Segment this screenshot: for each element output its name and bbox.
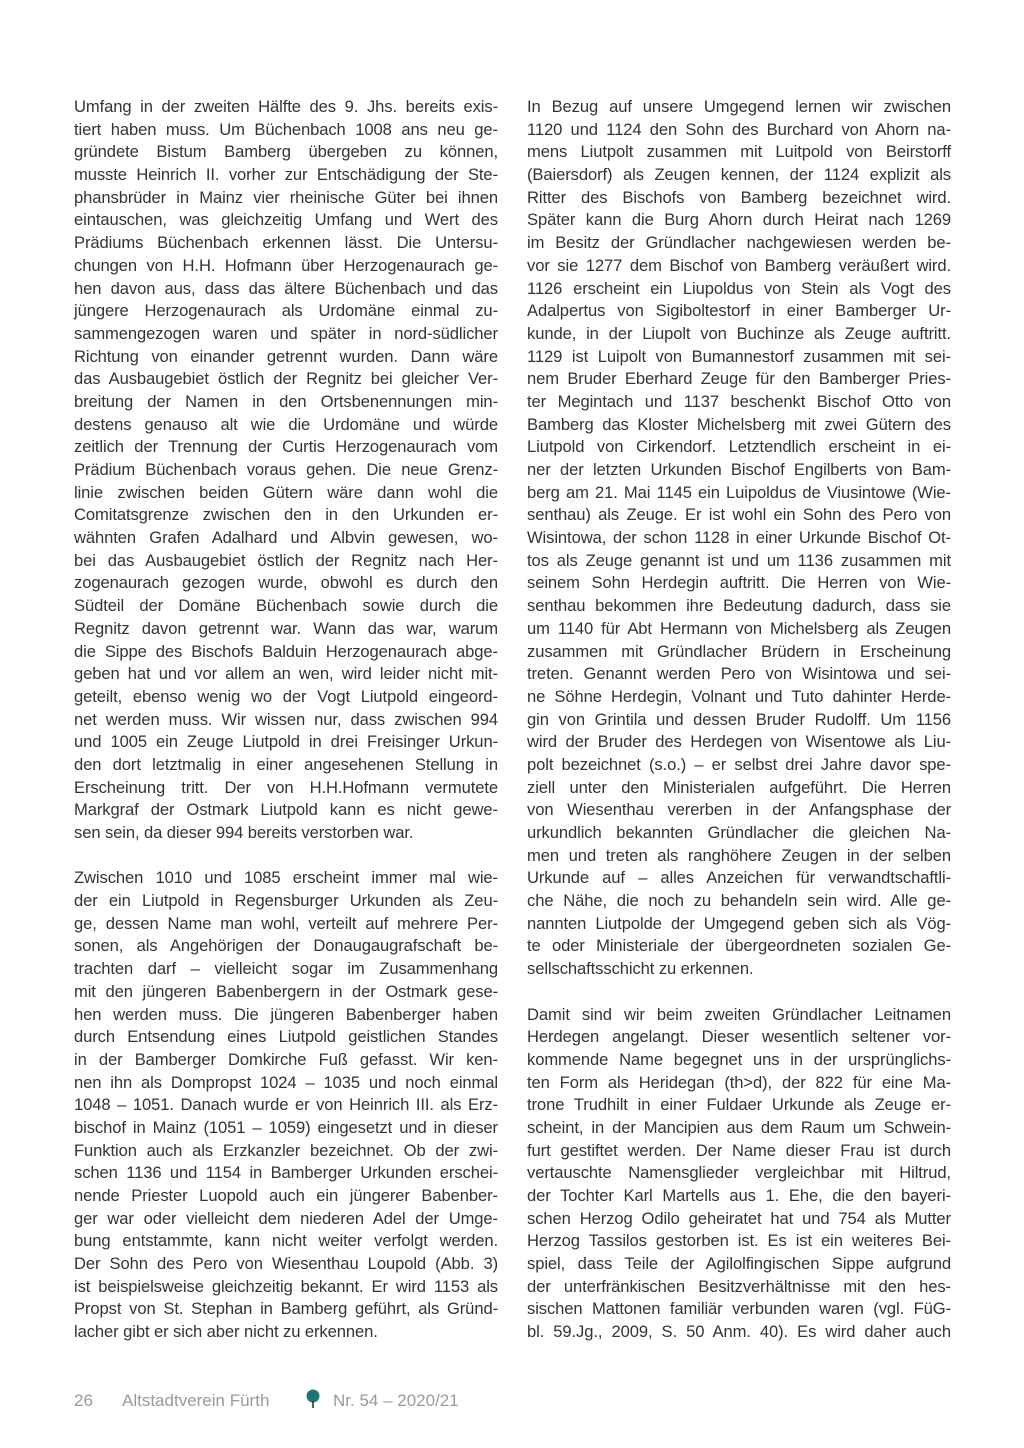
text-line: In Bezug auf unsere Umgegend lernen wir zwischen bbox=[527, 97, 951, 116]
text-line: vor sie 1277 dem Bischof von Bamberg veräußert wird. bbox=[527, 255, 951, 275]
text-line: Zwischen 1010 und 1085 erscheint immer mal wie- bbox=[74, 868, 498, 888]
text-line: lacher gibt er sich aber nicht zu erkennen. bbox=[74, 1322, 378, 1342]
text-line: nem Bruder Eberhard Zeuge für den Bamberger Pries- bbox=[527, 369, 951, 389]
text-line: Ritter des Bischofs von Bamberg bezeichnet wird. bbox=[527, 187, 951, 207]
text-line: nende Priester Luopold auch ein jüngerer Babenber- bbox=[74, 1186, 498, 1205]
text-line: die Sippe des Bischofs Balduin Herzogenaurach abge- bbox=[74, 641, 498, 661]
text-line: tiert haben muss. Um Büchenbach 1008 ans neu ge- bbox=[74, 119, 498, 139]
text-line: der unterfränkischen Besitzverhältnisse mit den hes- bbox=[527, 1276, 951, 1296]
paragraph bbox=[74, 96, 498, 845]
text-line: Prädiums Büchenbach erkennen lässt. Die Untersu- bbox=[74, 233, 498, 253]
text-line: sonen, als Angehörigen der Donaugaugrafschaft be- bbox=[74, 936, 498, 956]
text-line: mit den jüngeren Babenbergern in der Ostmark gese- bbox=[74, 981, 498, 1001]
text-line: Liutpold von Cirkendorf. Letztendlich erscheint in ei- bbox=[527, 437, 951, 457]
text-line: zeitlich der Trennung der Curtis Herzogenaurach vom bbox=[74, 437, 498, 457]
text-line: treten. Genannt werden Pero von Wisintowa und sei- bbox=[527, 664, 951, 684]
text-line: ziell unter den Ministerialen aufgeführt. Die Herren bbox=[527, 777, 951, 797]
tree-icon bbox=[305, 1389, 333, 1414]
text-line: Herdegen angelangt. Dieser wesentlich seltener vor- bbox=[527, 1027, 951, 1047]
text-line: bischof in Mainz (1051 – 1059) eingesetzt und in dieser bbox=[74, 1117, 498, 1137]
text-line: Adalpertus von Sigiboltestorf in einer Bamberger Ur- bbox=[527, 301, 951, 321]
text-line: musste Heinrich II. vorher zur Entschädigung der Ste- bbox=[74, 165, 498, 185]
text-line: bung entstammte, kann nicht weiter verfolgt werden. bbox=[74, 1231, 498, 1251]
text-line: sischen Mattonen familiär verbunden waren (vgl. FüG- bbox=[527, 1299, 951, 1319]
text-line: ist beispielsweise gleichzeitig bekannt. Er wird 1153 als bbox=[74, 1276, 498, 1296]
text-line: wird der Bruder des Herdegen von Wisentowe als Liu- bbox=[527, 732, 951, 752]
text-line: durch Entsendung eines Liutpold geistlichen Standes bbox=[74, 1027, 498, 1047]
text-line: trone Trudhilt in einer Fuldaer Urkunde als Zeuge er- bbox=[527, 1095, 951, 1115]
text-line: ne Söhne Herdegin, Volnant und Tuto dahinter Herde- bbox=[527, 686, 951, 706]
text-line: kommende Name begegnet uns in der ursprünglichs- bbox=[527, 1049, 951, 1069]
text-line: Bamberg das Kloster Michelsberg mit zwei Gütern des bbox=[527, 414, 951, 434]
text-line: von Wiesenthau vererben in der Anfangsphase der bbox=[527, 800, 951, 820]
text-line: berg am 21. Mai 1145 ein Luipoldus de Viusintowe (Wie- bbox=[527, 482, 951, 502]
text-line: Damit sind wir beim zweiten Gründlacher Leitnamen bbox=[527, 1004, 951, 1024]
text-line: bei das Ausbaugebiet östlich der Regnitz nach Her- bbox=[74, 550, 498, 570]
text-line: 1048 – 1051. Danach wurde er von Heinrich III. als Erz- bbox=[74, 1095, 498, 1115]
paragraph bbox=[527, 1004, 951, 1344]
publication-name: Altstadtverein Fürth bbox=[122, 1391, 270, 1410]
text-line: der Tochter Karl Martells aus 1. Ehe, die den bayeri- bbox=[527, 1186, 951, 1205]
right-column bbox=[527, 96, 951, 1367]
text-line: Markgraf der Ostmark Liutpold kann es nicht gewe- bbox=[74, 800, 498, 820]
text-line: urkundlich bekannten Gründlacher die gleichen Na- bbox=[527, 823, 951, 842]
text-line: um 1140 für Abt Hermann von Michelsberg als Zeugen bbox=[527, 618, 951, 638]
text-line: scheint, in der Mancipien aus dem Raum um Schwein- bbox=[527, 1117, 951, 1137]
text-line: den dort letztmalig in einer angesehenen Stellung in bbox=[74, 754, 498, 774]
text-line: furt gestiftet werden. Der Name dieser Frau ist durch bbox=[527, 1140, 951, 1160]
text-line: spiel, dass Teile der Agilolfingischen Sippe aufgrund bbox=[527, 1254, 951, 1274]
text-line: zogenaurach gezogen wurde, obwohl es durch den bbox=[74, 573, 498, 593]
text-line: breitung der Namen in den Ortsbenennungen min- bbox=[74, 391, 498, 411]
text-line: eintauschen, was gleichzeitig Umfang und Wert des bbox=[74, 210, 498, 230]
left-column bbox=[74, 96, 498, 1367]
text-line: senthau bekommen ihre Bedeutung dadurch, dass sie bbox=[527, 596, 951, 616]
text-line: Propst von St. Stephan in Bamberg geführt, als Gründ- bbox=[74, 1299, 498, 1319]
text-line: men und treten als ranghöhere Zeugen in der selben bbox=[527, 845, 951, 865]
text-line: der ein Liutpold in Regensburger Urkunden als Zeu- bbox=[74, 891, 498, 911]
text-line: kunde, in der Liupolt von Buchinze als Zeuge auftritt. bbox=[527, 323, 951, 343]
text-line: Der Sohn des Pero von Wiesenthau Loupold (Abb. 3) bbox=[74, 1254, 498, 1274]
text-line: tos als Zeuge genannt ist und um 1136 zusammen mit bbox=[527, 550, 951, 570]
text-line: ger war oder vielleicht dem niederen Adel der Umge- bbox=[74, 1208, 498, 1228]
text-line: ter Megintach und 1137 beschenkt Bischof Otto von bbox=[527, 391, 951, 411]
text-line: ge, dessen Name man wohl, verteilt auf mehrere Per- bbox=[74, 913, 498, 933]
text-line: polt bezeichnet (s.o.) – er selbst drei Jahre davor spe- bbox=[527, 754, 951, 774]
text-line: jüngere Herzogenaurach als Urdomäne einmal zu- bbox=[74, 301, 498, 321]
text-line: wähnten Grafen Adalhard und Albvin gewesen, wo- bbox=[74, 528, 498, 548]
text-line: schen Herzog Odilo geheiratet hat und 754 als Mutter bbox=[527, 1208, 951, 1228]
text-line: Regnitz davon getrennt war. Wann das war, warum bbox=[74, 618, 498, 638]
text-line: nen ihn als Dompropst 1024 – 1035 und noch einmal bbox=[74, 1072, 498, 1092]
text-line: 1126 erscheint ein Liupoldus von Stein als Vogt des bbox=[527, 278, 951, 298]
text-line: che Nähe, die noch zu behandeln sein wird. Alle ge- bbox=[527, 891, 951, 911]
text-line: bl. 59.Jg., 2009, S. 50 Anm. 40). Es wird daher auch bbox=[527, 1322, 951, 1342]
text-line: Richtung von einander getrennt wurden. Dann wäre bbox=[74, 346, 498, 366]
text-line: gründete Bistum Bamberg übergeben zu können, bbox=[74, 142, 498, 162]
page-footer bbox=[74, 1388, 459, 1414]
text-line: seinem Sohn Herdegin auftritt. Die Herren von Wie- bbox=[527, 573, 951, 593]
text-line: Prädium Büchenbach voraus gehen. Die neue Grenz- bbox=[74, 460, 498, 479]
text-line: Später kann die Burg Ahorn durch Heirat nach 1269 bbox=[527, 210, 951, 230]
text-line: in der Bamberger Domkirche Fuß gefasst. Wir ken- bbox=[74, 1049, 498, 1069]
text-line: senthau) als Zeuge. Er ist wohl ein Sohn des Pero von bbox=[527, 505, 951, 525]
text-line: mens Liutpolt zusammen mit Luitpold von Beirstorff bbox=[527, 142, 951, 162]
text-line: Südteil der Domäne Büchenbach sowie durch die bbox=[74, 596, 498, 616]
text-line: (Baiersdorf) als Zeugen kennen, der 1124 explizit als bbox=[527, 165, 951, 185]
issue-number: Nr. 54 – 2020/21 bbox=[333, 1391, 459, 1410]
text-line: geben hat und vor allem an wen, wird leider nicht mit- bbox=[74, 664, 498, 684]
text-line: 1129 ist Luipolt von Bumannestorf zusammen mit sei- bbox=[527, 346, 951, 366]
text-line: Wisintowa, der schon 1128 in einer Urkunde Bischof Ot- bbox=[527, 528, 951, 548]
text-line: und 1005 ein Zeuge Liutpold in drei Freisinger Urkun- bbox=[74, 732, 498, 752]
text-line: vertauschte Namensglieder vergleichbar mit Hiltrud, bbox=[527, 1163, 951, 1183]
paragraph bbox=[74, 867, 498, 1343]
text-line: trachten darf – vielleicht sogar im Zusammenhang bbox=[74, 959, 498, 979]
text-line: Umfang in der zweiten Hälfte des 9. Jhs. bereits exis- bbox=[74, 97, 498, 116]
text-line: chungen von H.H. Hofmann über Herzogenaurach ge- bbox=[74, 255, 498, 275]
text-line: nannten Liutpolde der Umgegend geben sich als Vög- bbox=[527, 913, 951, 933]
text-line: linie zwischen beiden Gütern wäre dann wohl die bbox=[74, 482, 498, 502]
text-line: im Besitz der Gründlacher nachgewiesen werden be- bbox=[527, 233, 951, 253]
text-line: gin von Grintila und dessen Bruder Rudolff. Um 1156 bbox=[527, 709, 951, 729]
text-line: hen werden muss. Die jüngeren Babenberger haben bbox=[74, 1004, 498, 1024]
text-line: phansbrüder in Mainz vier rheinische Güter bei ihnen bbox=[74, 187, 498, 207]
text-line: net werden muss. Wir wissen nur, dass zwischen 994 bbox=[74, 709, 498, 729]
text-line: destens genauso alt wie die Urdomäne und würde bbox=[74, 414, 498, 434]
text-line: geteilt, ebenso wenig wo der Vogt Liutpold eingeord- bbox=[74, 686, 498, 706]
text-line: ten Form als Heridegan (th>d), der 822 für eine Ma- bbox=[527, 1072, 951, 1092]
text-line: hen davon aus, dass das ältere Büchenbach und das bbox=[74, 278, 498, 298]
text-line: Comitatsgrenze zwischen den in den Urkunden er- bbox=[74, 505, 498, 525]
text-line: das Ausbaugebiet östlich der Regnitz bei gleicher Ver- bbox=[74, 369, 498, 389]
text-line: Urkunde auf – alles Anzeichen für verwandtschaftli- bbox=[527, 868, 951, 888]
page-number: 26 bbox=[74, 1391, 93, 1410]
text-line: 1120 und 1124 den Sohn des Burchard von Ahorn na- bbox=[527, 119, 951, 139]
text-line: sellschaftsschicht zu erkennen. bbox=[527, 959, 754, 979]
text-line: Erscheinung tritt. Der von H.H.Hofmann vermutete bbox=[74, 777, 498, 797]
text-line: Funktion auch als Erzkanzler bezeichnet. Ob der zwi- bbox=[74, 1140, 498, 1160]
text-line: sen sein, da dieser 994 bereits verstorben war. bbox=[74, 823, 414, 842]
text-line: sammengezogen waren und später in nord-südlicher bbox=[74, 323, 498, 343]
text-line: schen 1136 und 1154 in Bamberger Urkunden erschei- bbox=[74, 1163, 498, 1183]
text-line: Herzog Tassilos gestorben ist. Es ist ein weiteres Bei- bbox=[527, 1231, 951, 1251]
paragraph bbox=[527, 96, 951, 981]
text-line: ner der letzten Urkunden Bischof Engilberts von Bam- bbox=[527, 460, 951, 479]
text-line: te oder Ministeriale der übergeordneten sozialen Ge- bbox=[527, 936, 951, 956]
text-line: zusammen mit Gründlacher Brüdern in Erscheinung bbox=[527, 641, 951, 661]
